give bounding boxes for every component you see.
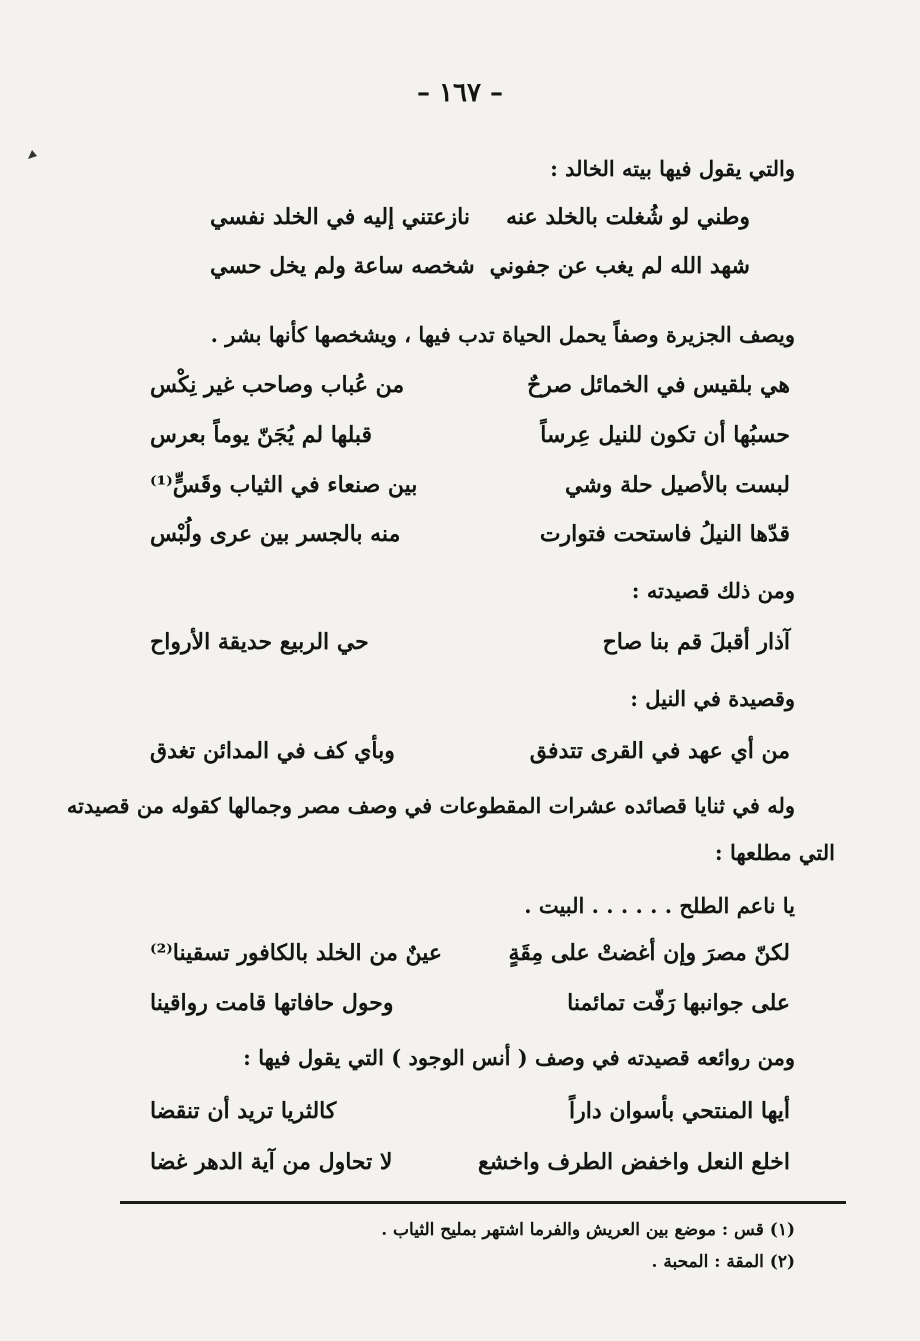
verse-line [210,253,750,293]
intro-line: والتي يقول فيها بيته الخالد : [550,156,795,181]
footnote: (١) قس : موضع بين العريش والفرما اشتهر بمليح الثياب . [381,1220,795,1240]
hemistich-first: وطني لو شُغلت بالخلد عنه [506,204,750,230]
intro-line: ويصف الجزيرة وصفاً يحمل الحياة تدب فيها ، ويشخصها كأنها بشر . [210,322,795,347]
hemistich-first: اخلع النعل واخفض الطرف واخشع [478,1149,790,1175]
verse-line [150,629,790,669]
hemistich-first: من أي عهد في القرى تتدفق [529,738,790,764]
hemistich-second: منه بالجسر بين عرى ولُبْس [150,521,401,547]
hemistich-first: آذار أقبلَ قم بنا صاح [602,629,790,655]
hemistich-first: على جوانبها رَفّت تمائمنا [567,990,790,1016]
verse-line [150,1098,790,1138]
hemistich-second: حي الربيع حديقة الأرواح [150,629,369,655]
intro-line: وله في ثنايا قصائده عشرات المقطوعات في وصف مصر وجمالها كقوله من قصيدته [66,793,795,818]
hemistich-second: وحول حافاتها قامت رواقينا [150,990,394,1016]
hemistich-second: بين صنعاء في الثياب وقَسٍّ⁽¹⁾ [150,472,418,498]
intro-line: التي مطلعها : [714,840,835,865]
hemistich-second: لا تحاول من آية الدهر غضا [150,1149,393,1175]
hemistich-first: لكنّ مصرَ وإن أغضتْ على مِقَةٍ [508,940,790,966]
margin-mark [28,150,37,159]
footnote-separator [120,1201,846,1204]
hemistich-first: هي بلقيس في الخمائل صرحٌ [527,372,790,398]
page-number: – ١٦٧ – [416,78,504,108]
hemistich-second: قبلها لم يُجَنّ يوماً بعرس [150,422,373,448]
hemistich-second: نازعتني إليه في الخلد نفسي [210,204,470,230]
verse-line [150,521,790,561]
hemistich-first: قدّها النيلُ فاستحت فتوارت [539,521,790,547]
hemistich-second: عينٌ من الخلد بالكافور تسقينا⁽²⁾ [150,940,443,966]
hemistich-first: شهد الله لم يغب عن جفوني [489,253,750,279]
verse-line [150,472,790,512]
verse-line [150,1149,790,1189]
hemistich-first: حسبُها أن تكون للنيل عِرساً [540,422,790,448]
intro-line: وقصيدة في النيل : [630,686,795,711]
hemistich-first: أيها المنتحي بأسوان داراً [569,1098,790,1124]
hemistich-first: لبست بالأصيل حلة وشي [565,472,790,498]
intro-line: ومن ذلك قصيدته : [631,578,795,603]
intro-line: ومن روائعه قصيدته في وصف ( أنس الوجود ) التي يقول فيها : [243,1045,795,1070]
hemistich-second: كالثريا تريد أن تنقضا [150,1098,337,1124]
intro-line: يا ناعم الطلح . . . . . . البيت . [524,893,795,918]
hemistich-second: من عُباب وصاحب غير نِكْس [150,372,405,398]
verse-line [150,738,790,778]
verse-line [150,422,790,462]
verse-line [150,990,790,1030]
verse-line [150,372,790,412]
hemistich-second: وبأي كف في المدائن تغدق [150,738,395,764]
verse-line [150,940,790,980]
hemistich-second: شخصه ساعة ولم يخل حسي [210,253,475,279]
verse-line [210,204,750,244]
footnote: (٢) المقة : المحبة . [651,1252,795,1272]
